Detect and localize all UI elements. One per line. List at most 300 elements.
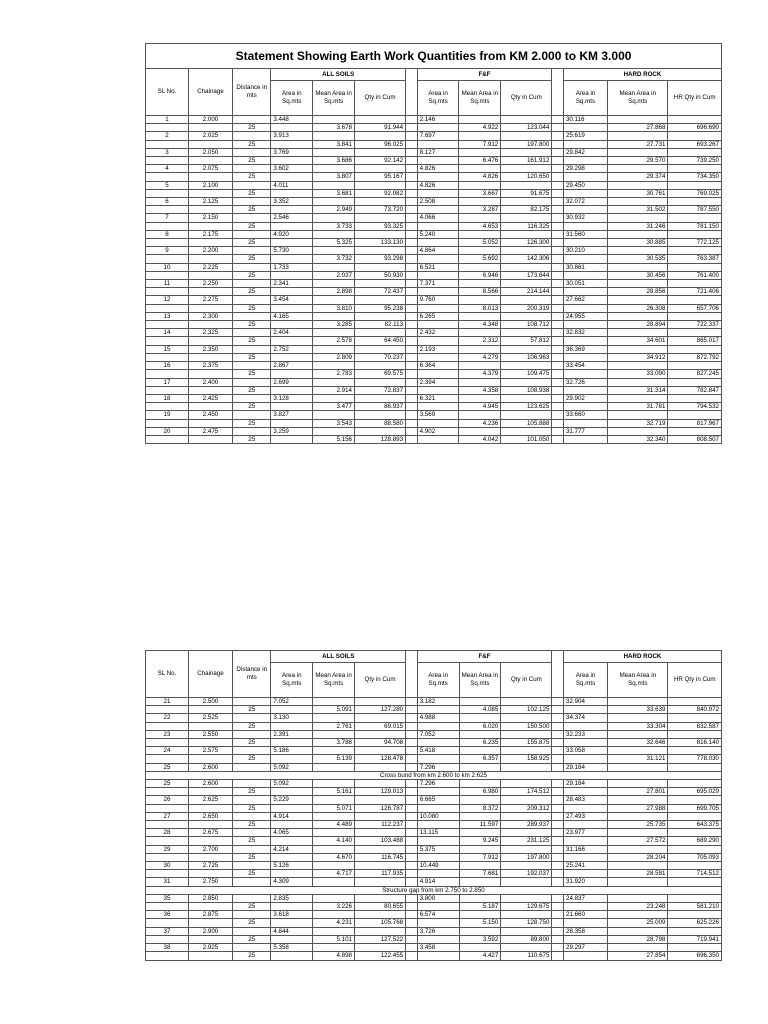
column-divider: [406, 345, 418, 353]
cell-chainage: 2.050: [188, 148, 232, 156]
cell-sl-no: [146, 837, 189, 845]
cell-area-fg: 3.800: [417, 894, 459, 902]
column-divider: [552, 288, 564, 296]
column-divider: [552, 804, 564, 812]
cell-distance: 25: [233, 255, 271, 263]
cell-chainage: 2.150: [188, 214, 232, 222]
cell-mean-area-fg: 7.912: [459, 140, 501, 148]
cell-mean-area-all-soils: 2.783: [313, 370, 355, 378]
cell-sl-no: [146, 304, 189, 312]
cell-qty-fg: [501, 911, 552, 919]
cell-chainage: 2.000: [188, 116, 232, 124]
cell-qty-all-soils: [354, 394, 405, 402]
cell-mean-area-fg: [459, 747, 501, 755]
cell-area-hard-rock: 32.233: [564, 730, 608, 738]
cell-area-all-soils: 3.769: [271, 148, 313, 156]
table-row: [146, 804, 722, 812]
cell-area-hard-rock: 32.904: [564, 698, 608, 706]
cell-qty-hard-rock: [668, 345, 722, 353]
cell-qty-hard-rock: [668, 763, 722, 771]
column-divider: [406, 288, 418, 296]
cell-qty-hard-rock: 832.587: [668, 722, 722, 730]
column-divider: [406, 124, 418, 132]
cell-mean-area-all-soils: 3.807: [313, 173, 355, 181]
cell-distance: [233, 181, 271, 189]
cell-qty-all-soils: 80.655: [354, 903, 405, 911]
cell-mean-area-hard-rock: 29.374: [608, 173, 668, 181]
cell-distance: 25: [233, 206, 271, 214]
cell-qty-hard-rock: 827.245: [668, 370, 722, 378]
table-row: [146, 698, 722, 706]
cell-mean-area-all-soils: [313, 944, 355, 952]
cell-area-fg: [417, 239, 459, 247]
cell-distance: 25: [233, 173, 271, 181]
cell-sl-no: [146, 755, 189, 763]
cell-area-hard-rock: 25.619: [563, 132, 607, 140]
cell-area-all-soils: [271, 173, 313, 181]
cell-qty-hard-rock: 696.690: [668, 124, 722, 132]
cell-sl-no: 16: [146, 362, 189, 370]
cell-qty-fg: 214.144: [501, 288, 552, 296]
cell-area-all-soils: [271, 870, 313, 878]
cell-chainage: 2.275: [188, 296, 232, 304]
cell-sl-no: [146, 739, 189, 747]
cell-area-all-soils: 3.128: [271, 394, 313, 402]
column-divider: [552, 296, 564, 304]
cell-area-hard-rock: 29.184: [564, 780, 608, 788]
table-row: [146, 206, 722, 214]
cell-mean-area-all-soils: 3.477: [313, 403, 355, 411]
cell-distance: 25: [233, 288, 271, 296]
cell-sl-no: [146, 386, 189, 394]
cell-sl-no: [146, 722, 189, 730]
column-divider: [406, 853, 418, 861]
cell-mean-area-all-soils: 2.898: [313, 288, 355, 296]
cell-qty-hard-rock: [668, 730, 722, 738]
cell-qty-fg: 155.875: [501, 739, 552, 747]
cell-mean-area-hard-rock: 28.204: [608, 853, 668, 861]
cell-qty-all-soils: [354, 198, 405, 206]
cell-qty-all-soils: 73.720: [354, 206, 405, 214]
cell-area-fg: 2.432: [417, 329, 459, 337]
cell-area-fg: 7.697: [417, 132, 459, 140]
cell-mean-area-all-soils: 4.717: [313, 870, 355, 878]
column-divider: [552, 698, 564, 706]
table-row: [146, 763, 722, 771]
cell-mean-area-all-soils: [313, 247, 355, 255]
cell-qty-all-soils: [354, 263, 405, 271]
cell-qty-fg: 192.037: [501, 870, 552, 878]
cell-qty-fg: [501, 714, 552, 722]
cell-area-hard-rock: 32.072: [563, 198, 607, 206]
cell-area-all-soils: [271, 386, 313, 394]
cell-area-all-soils: [271, 935, 313, 943]
cell-sl-no: 19: [146, 411, 189, 419]
cell-area-all-soils: [271, 321, 313, 329]
cell-area-hard-rock: 31.920: [564, 878, 608, 886]
cell-mean-area-all-soils: 5.101: [313, 935, 355, 943]
cell-area-hard-rock: 30.210: [563, 247, 607, 255]
cell-qty-fg: 108.938: [501, 386, 552, 394]
cell-area-fg: [417, 837, 459, 845]
cell-sl-no: [146, 370, 189, 378]
cell-area-all-soils: 2.867: [271, 362, 313, 370]
cell-area-fg: [417, 821, 459, 829]
cell-distance: [233, 829, 271, 837]
cell-mean-area-hard-rock: [608, 116, 668, 124]
cell-chainage: 2.075: [188, 165, 232, 173]
cell-qty-all-soils: [354, 345, 405, 353]
cell-area-fg: 9.760: [417, 296, 459, 304]
table-row: [146, 247, 722, 255]
cell-mean-area-hard-rock: 25.009: [608, 919, 668, 927]
column-divider: [406, 944, 418, 952]
cell-distance: 25: [233, 419, 271, 427]
column-divider: [552, 271, 564, 279]
cell-sl-no: [146, 353, 189, 361]
cell-area-fg: 4.902: [417, 427, 459, 435]
cell-area-all-soils: [271, 722, 313, 730]
column-divider: [406, 370, 418, 378]
table-row: [146, 919, 722, 927]
column-divider: [552, 894, 564, 902]
header-qty: Qty in Cum: [501, 663, 552, 698]
cell-mean-area-hard-rock: [608, 878, 668, 886]
cell-chainage: 2.350: [188, 345, 232, 353]
cell-distance: 25: [233, 239, 271, 247]
cell-area-hard-rock: [563, 124, 607, 132]
cell-distance: 25: [233, 739, 271, 747]
cell-qty-hard-rock: [668, 181, 722, 189]
cell-distance: 25: [233, 870, 271, 878]
cell-mean-area-hard-rock: [608, 394, 668, 402]
cell-area-fg: 13.115: [417, 829, 459, 837]
cell-mean-area-all-soils: [313, 362, 355, 370]
cell-qty-fg: 231.125: [501, 837, 552, 845]
column-divider: [552, 370, 564, 378]
column-divider: [406, 821, 418, 829]
cell-qty-all-soils: [354, 329, 405, 337]
cell-distance: 25: [233, 370, 271, 378]
cell-mean-area-all-soils: [313, 763, 355, 771]
cell-mean-area-hard-rock: 34.912: [608, 353, 668, 361]
column-divider: [406, 181, 418, 189]
cell-qty-hard-rock: [668, 812, 722, 820]
cell-area-fg: 7.371: [417, 280, 459, 288]
cell-mean-area-hard-rock: 32.340: [608, 435, 668, 443]
cell-area-fg: [417, 288, 459, 296]
cell-qty-all-soils: [354, 845, 405, 853]
cell-chainage: [188, 157, 232, 165]
cell-qty-fg: [501, 427, 552, 435]
cell-qty-fg: 197.800: [501, 853, 552, 861]
cell-mean-area-all-soils: 3.226: [313, 903, 355, 911]
cell-qty-all-soils: 105.768: [354, 919, 405, 927]
column-divider: [406, 780, 418, 788]
cell-qty-all-soils: 95.167: [354, 173, 405, 181]
cell-mean-area-hard-rock: [608, 927, 668, 935]
column-divider: [552, 239, 564, 247]
cell-mean-area-all-soils: [313, 878, 355, 886]
cell-qty-fg: [501, 214, 552, 222]
cell-qty-hard-rock: [668, 165, 722, 173]
cell-area-all-soils: 5.126: [271, 862, 313, 870]
cell-distance: 25: [233, 952, 271, 960]
cell-chainage: [188, 222, 232, 230]
cell-sl-no: [146, 337, 189, 345]
cell-mean-area-fg: 6.980: [459, 788, 501, 796]
cell-area-fg: 2.394: [417, 378, 459, 386]
cell-qty-hard-rock: 782.847: [668, 386, 722, 394]
column-divider: [552, 214, 564, 222]
cell-qty-fg: [501, 394, 552, 402]
cell-distance: 25: [233, 271, 271, 279]
cell-sl-no: [146, 255, 189, 263]
cell-chainage: 2.600: [188, 763, 232, 771]
cell-area-fg: 5.240: [417, 230, 459, 238]
cell-mean-area-all-soils: 3.681: [313, 189, 355, 197]
cell-distance: 25: [233, 903, 271, 911]
cell-mean-area-all-soils: 3.788: [313, 739, 355, 747]
cell-qty-hard-rock: 693.267: [668, 140, 722, 148]
cell-qty-all-soils: 117.935: [354, 870, 405, 878]
cell-mean-area-fg: [459, 911, 501, 919]
cell-distance: [233, 362, 271, 370]
header-mean-area: Mean Area in Sq.mts: [459, 663, 501, 698]
cell-qty-fg: [501, 878, 552, 886]
cell-mean-area-fg: [459, 116, 501, 124]
header-all-soils: ALL SOILS: [271, 69, 406, 81]
cell-distance: [233, 911, 271, 919]
cell-area-all-soils: 3.352: [271, 198, 313, 206]
table-row: [146, 894, 722, 902]
cell-area-fg: [417, 403, 459, 411]
header-mean-area: Mean Area in Sq.mts: [313, 663, 355, 698]
header-hard-rock: HARD ROCK: [564, 651, 722, 663]
cell-sl-no: 36: [146, 911, 189, 919]
cell-chainage: [188, 288, 232, 296]
column-divider: [552, 337, 564, 345]
cell-qty-hard-rock: 817.967: [668, 419, 722, 427]
cell-sl-no: [146, 804, 189, 812]
cell-area-fg: 2.508: [417, 198, 459, 206]
column-divider: [406, 116, 418, 124]
cell-qty-all-soils: [354, 296, 405, 304]
column-divider: [406, 763, 418, 771]
cell-qty-fg: [501, 698, 552, 706]
cell-mean-area-fg: [459, 394, 501, 402]
cell-qty-fg: [501, 812, 552, 820]
cell-qty-all-soils: 82.113: [354, 321, 405, 329]
cell-mean-area-hard-rock: [608, 698, 668, 706]
cell-mean-area-all-soils: 5.071: [313, 804, 355, 812]
cell-mean-area-all-soils: [313, 927, 355, 935]
cell-area-all-soils: 2.699: [271, 378, 313, 386]
cell-area-fg: 10.080: [417, 812, 459, 820]
cell-distance: [233, 730, 271, 738]
cell-qty-all-soils: [354, 714, 405, 722]
cell-area-hard-rock: 34.374: [564, 714, 608, 722]
cell-sl-no: 31: [146, 878, 189, 886]
column-divider: [552, 870, 564, 878]
cell-mean-area-fg: 3.592: [459, 935, 501, 943]
cell-sl-no: 25: [146, 763, 189, 771]
cell-qty-hard-rock: [668, 378, 722, 386]
cell-qty-hard-rock: [668, 878, 722, 886]
cell-qty-all-soils: [354, 312, 405, 320]
cell-sl-no: [146, 435, 189, 443]
table-row: [146, 796, 722, 804]
cell-mean-area-fg: [459, 230, 501, 238]
cell-qty-hard-rock: [668, 247, 722, 255]
cell-chainage: 2.500: [188, 698, 232, 706]
cell-mean-area-hard-rock: 26.308: [608, 304, 668, 312]
column-divider: [406, 796, 418, 804]
cell-chainage: 2.575: [188, 747, 232, 755]
cell-mean-area-fg: [459, 812, 501, 820]
cell-mean-area-all-soils: [313, 230, 355, 238]
cell-qty-fg: 150.500: [501, 722, 552, 730]
cell-area-fg: [417, 124, 459, 132]
cell-mean-area-all-soils: [313, 181, 355, 189]
cell-qty-hard-rock: 705.093: [668, 853, 722, 861]
cell-area-fg: [417, 435, 459, 443]
cell-mean-area-fg: [459, 148, 501, 156]
cell-area-all-soils: [271, 337, 313, 345]
cell-qty-all-soils: [354, 411, 405, 419]
cell-area-all-soils: 3.454: [271, 296, 313, 304]
column-divider: [406, 788, 418, 796]
column-divider: [552, 829, 564, 837]
cell-qty-fg: [501, 329, 552, 337]
cell-chainage: 2.725: [188, 862, 232, 870]
cell-area-fg: 4.826: [417, 181, 459, 189]
cell-distance: [233, 132, 271, 140]
cell-mean-area-all-soils: 2.037: [313, 271, 355, 279]
cell-area-all-soils: [271, 837, 313, 845]
cell-area-fg: 6.265: [417, 312, 459, 320]
cell-qty-fg: [501, 411, 552, 419]
cell-area-all-soils: 4.844: [271, 927, 313, 935]
cell-area-all-soils: [271, 419, 313, 427]
cell-area-hard-rock: [564, 755, 608, 763]
column-divider: [406, 730, 418, 738]
table-row: [146, 870, 722, 878]
column-divider: [552, 763, 564, 771]
cell-mean-area-hard-rock: [608, 747, 668, 755]
cell-distance: [233, 411, 271, 419]
cell-sl-no: 20: [146, 427, 189, 435]
cell-chainage: [188, 271, 232, 279]
column-divider: [406, 206, 418, 214]
column-divider: [406, 894, 418, 902]
cell-area-hard-rock: [563, 337, 607, 345]
cell-sl-no: [146, 919, 189, 927]
cell-mean-area-fg: 3.667: [459, 189, 501, 197]
cell-sl-no: 28: [146, 829, 189, 837]
cell-area-hard-rock: 30.932: [563, 214, 607, 222]
cell-distance: 25: [233, 403, 271, 411]
cell-qty-hard-rock: [668, 862, 722, 870]
cell-area-hard-rock: 29.184: [564, 763, 608, 771]
cell-distance: 25: [233, 386, 271, 394]
table-row: [146, 165, 722, 173]
cell-distance: 25: [233, 222, 271, 230]
cell-mean-area-hard-rock: 30.885: [608, 239, 668, 247]
cell-area-fg: [417, 739, 459, 747]
column-divider: [552, 755, 564, 763]
cell-qty-fg: [501, 230, 552, 238]
cell-distance: [233, 944, 271, 952]
cell-chainage: 2.475: [188, 427, 232, 435]
cell-area-fg: [417, 952, 459, 960]
cell-area-all-soils: [271, 370, 313, 378]
cell-chainage: [188, 755, 232, 763]
cell-qty-all-soils: [354, 280, 405, 288]
cell-mean-area-fg: [459, 198, 501, 206]
cell-distance: [233, 214, 271, 222]
cell-area-all-soils: 5.358: [271, 944, 313, 952]
cell-area-fg: 2.146: [417, 116, 459, 124]
cell-area-all-soils: [271, 206, 313, 214]
cell-qty-fg: 128.750: [501, 919, 552, 927]
cell-chainage: [188, 952, 232, 960]
header-hard-rock: HARD ROCK: [563, 69, 721, 81]
table-row: [146, 148, 722, 156]
column-divider: [406, 837, 418, 845]
cell-area-hard-rock: [563, 173, 607, 181]
cell-distance: 25: [233, 304, 271, 312]
cell-mean-area-hard-rock: 32.646: [608, 739, 668, 747]
column-divider: [406, 845, 418, 853]
cell-mean-area-fg: [459, 796, 501, 804]
cell-mean-area-hard-rock: 29.570: [608, 157, 668, 165]
cell-area-hard-rock: 29.298: [563, 165, 607, 173]
cell-area-all-soils: 2.391: [271, 730, 313, 738]
cell-area-hard-rock: [563, 419, 607, 427]
cell-sl-no: 27: [146, 812, 189, 820]
cell-area-hard-rock: 31.560: [563, 230, 607, 238]
cell-mean-area-hard-rock: [608, 165, 668, 173]
cell-area-all-soils: 3.259: [271, 427, 313, 435]
cell-qty-all-soils: 128.893: [354, 435, 405, 443]
cell-distance: [233, 378, 271, 386]
cell-sl-no: 30: [146, 862, 189, 870]
cell-distance: [233, 345, 271, 353]
cell-qty-hard-rock: [668, 296, 722, 304]
cell-mean-area-all-soils: 5.325: [313, 239, 355, 247]
header-qty: Qty in Cum: [354, 663, 405, 698]
cell-area-hard-rock: [564, 706, 608, 714]
cell-area-hard-rock: [563, 206, 607, 214]
cell-distance: [233, 165, 271, 173]
cell-distance: 25: [233, 755, 271, 763]
table-row: [146, 853, 722, 861]
column-divider: [552, 247, 564, 255]
cell-chainage: [188, 870, 232, 878]
cell-sl-no: 1: [146, 116, 189, 124]
cell-area-hard-rock: [563, 386, 607, 394]
header-fg: F&F: [417, 651, 552, 663]
cell-qty-hard-rock: [668, 116, 722, 124]
column-divider: [406, 698, 418, 706]
cell-qty-hard-rock: [668, 148, 722, 156]
cell-qty-hard-rock: [668, 944, 722, 952]
cell-qty-hard-rock: 772.125: [668, 239, 722, 247]
cell-area-fg: 4.066: [417, 214, 459, 222]
cell-area-all-soils: 1.733: [271, 263, 313, 271]
cell-area-fg: [417, 140, 459, 148]
